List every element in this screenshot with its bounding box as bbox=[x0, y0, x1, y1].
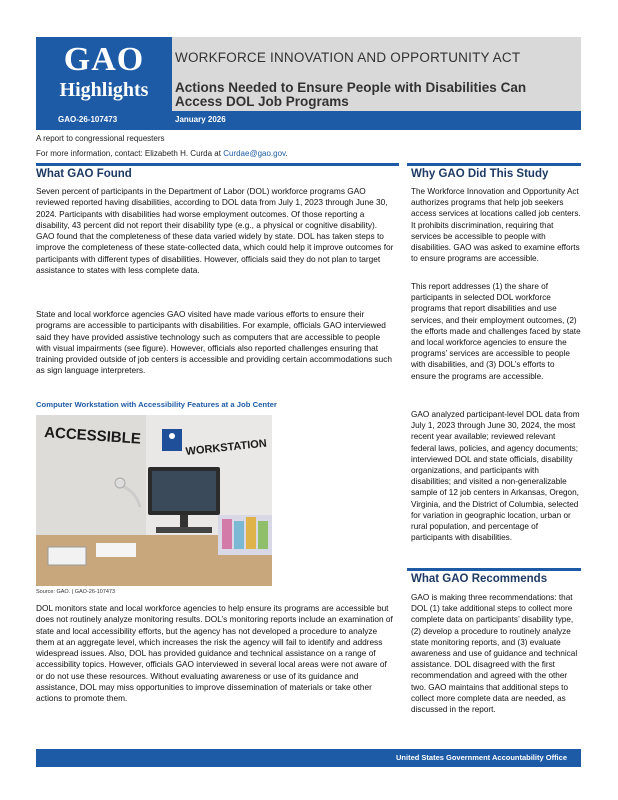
headline-line-2: Access DOL Job Programs bbox=[175, 94, 349, 109]
contact-line bbox=[36, 149, 288, 158]
recommends-paragraph: GAO is making three recommendations: that DOL (1) take additional steps to collect more complete data on participants’ disability type, (2) develop a procedure to routinely analyze state monitoring reports, and (3) evaluate awareness and use of guidance and technical assistance. DOL disagreed with the first recommendation and agreed with the other two. GAO maintains that additional steps to collect more complete data are needed, as discussed in the report. bbox=[411, 593, 578, 715]
left-column-rule bbox=[36, 163, 399, 166]
right-column-rule bbox=[407, 163, 581, 166]
report-id: GAO-26-107473 bbox=[58, 115, 118, 124]
footer-agency-name: United States Government Accountability Office bbox=[395, 753, 567, 762]
why-paragraph-3: GAO analyzed participant-level DOL data from July 1, 2023 through June 30, 2024, the most recent year available; reviewed relevant federal laws, policies, and agency documents; interviewed DOL and state officials, disability organizations, and participants with disabilities; and visited a non-generalizable sample of 12 job centers in Arkansas, Oregon, Virginia, and the District of Columbia, selected for variation in geographic location, urban or rural population, and percentage of participants with disabilities. bbox=[411, 410, 580, 543]
found-paragraph-1: Seven percent of participants in the Department of Labor (DOL) workforce programs GAO reviewed reported having disabilities, according to DOL data from July 1, 2023 through June 30, 2024. Participants with disabilities had worse employment outcomes. Of those reporting a disability, 43 percent did not report their disability type (e.g., a physical or cognitive disability). GAO found that the completeness of these data varied widely by state. DOL has taken steps to improve the completeness of these state-collected data, which could help it improve outcomes for participants with different types of disabilities. However, officials said they do not plan to target assistance to states with less complete data. bbox=[36, 186, 394, 276]
logo-highlights-text: Highlights bbox=[59, 79, 149, 101]
workstation-illustration bbox=[36, 415, 272, 586]
report-topic: WORKFORCE INNOVATION AND OPPORTUNITY ACT bbox=[175, 50, 521, 65]
footer-bar bbox=[36, 749, 581, 767]
title-panel bbox=[172, 37, 581, 111]
workstation-sign: WORKSTATION bbox=[185, 437, 268, 458]
accessible-sign: ACCESSIBLE bbox=[43, 424, 142, 448]
contact-suffix: . bbox=[285, 149, 288, 158]
figure-title: Computer Workstation with Accessibility Features at a Job Center bbox=[36, 400, 277, 409]
figure-source: Source: GAO. | GAO-26-107473 bbox=[36, 589, 116, 595]
headline-line-1: Actions Needed to Ensure People with Disabilities Can bbox=[175, 80, 527, 95]
recommends-rule bbox=[407, 568, 581, 571]
what-gao-found-heading: What GAO Found bbox=[36, 168, 132, 180]
report-headline bbox=[175, 81, 575, 109]
why-paragraph-2: This report addresses (1) the share of participants in selected DOL workforce programs that report disabilities and use services, and their employment outcomes, (2) the efforts made and challenges faced by state and local workforce agencies to ensure the programs’ services are accessible to people with disabilities, and (3) DOL’s efforts to ensure the programs are accessible. bbox=[411, 282, 581, 381]
workstation-photo bbox=[36, 415, 272, 586]
wheelchair-sign-icon bbox=[162, 429, 182, 451]
phone-icon bbox=[48, 547, 86, 565]
what-gao-recommends-heading: What GAO Recommends bbox=[411, 573, 548, 585]
report-id-bar bbox=[36, 111, 581, 130]
report-date: January 2026 bbox=[175, 115, 226, 124]
why-gao-did-this-study-heading: Why GAO Did This Study bbox=[411, 168, 549, 180]
found-paragraph-3: DOL monitors state and local workforce agencies to help ensure its programs are accessible but does not routinely analyze monitoring results. DOL’s monitoring reports include an examination of state and local accessibility efforts, but the agency has not developed a procedure to analyze them at an aggregate level, which increases the risk the agency will fail to identify and address widespread issues. Also, DOL has provided guidance and technical assistance on a range of accessibility topics. However, officials GAO interviewed in several local areas were not aware of or do not use these resources. Without evaluating awareness or use of its guidance and assistance, DOL may miss opportunities to improve dissemination of materials or take other actions to promote them. bbox=[36, 603, 393, 704]
contact-prefix: For more information, contact: Elizabeth H. Curda at bbox=[36, 149, 224, 158]
logo-gao-text: GAO bbox=[63, 41, 145, 78]
contact-email-link[interactable]: Curdae@gao.gov bbox=[223, 149, 286, 158]
requesters-note: A report to congressional requesters bbox=[36, 134, 165, 143]
why-paragraph-1: The Workforce Innovation and Opportunity Act authorizes programs that help job seekers access services at locations called job centers. It prohibits discrimination, requiring that services be accessible to people with disabilities. GAO was asked to examine efforts to ensure programs are accessible. bbox=[411, 187, 581, 264]
gao-logo bbox=[36, 37, 172, 111]
found-paragraph-2: State and local workforce agencies GAO visited have made various efforts to ensure their programs are accessible to participants with disabilities. For example, officials GAO interviewed said they have provided assistive technology such as computers that are accessible to people with visual impairments (see figure). However, officials also reported challenges ensuring that training provided outside of job centers is accessible and providing certain accommodations such as sign language interpreters. bbox=[36, 309, 393, 376]
